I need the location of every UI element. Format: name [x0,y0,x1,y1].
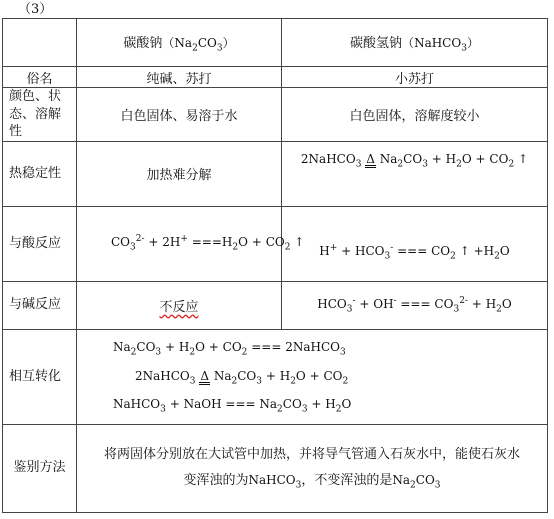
header-empty-cell [3,19,77,67]
ident-text: ，不变浑浊的是 [301,473,393,489]
eq-term: H [445,151,457,166]
eq-op: === [191,235,222,250]
eq-term: NaHCO [113,396,161,411]
gas-arrow-icon: ↑ [518,151,529,166]
row-label: 俗名 [3,67,77,88]
eq-sub: 3 [256,375,262,386]
nahco3-thermal-equation [282,141,548,206]
formula [392,473,441,491]
eq-term: H [279,368,291,383]
row-appearance [3,88,548,142]
eq-sub: 2 [189,347,196,358]
eq-op: + [431,151,442,166]
eq-term: Na [259,396,278,411]
formula-part: CO [197,35,217,50]
eq-term: CO [136,340,156,355]
row-base-reaction [3,281,548,329]
eq-term: CO [489,151,509,166]
eq-op: + [473,244,484,259]
eq-op: + [148,235,159,250]
eq-term: Na [113,340,131,355]
eq-sub: 3 [355,159,362,170]
eq-sub: 3 [422,159,428,170]
eq-sub: 3 [340,347,346,358]
eq-term: HCO [317,296,347,311]
eq-sup: - [393,295,397,306]
row-label: 与酸反应 [3,206,77,281]
eq-term: 2NaHCO [135,368,190,383]
eq-sub: 3 [130,242,136,253]
formula [248,473,302,491]
na2co3-common-name: 纯碱、苏打 [77,67,282,88]
na2co3-acid-equation [77,206,305,281]
eq-sub: 2 [342,375,349,386]
eq-term: CO [265,235,285,250]
equation-line-2 [113,391,543,419]
na2co3-appearance: 白色固体、易溶于水 [77,88,282,142]
row-label: 热稳定性 [3,141,77,206]
row-label: 鉴别方法 [3,424,77,512]
eq-sub: 2 [450,251,456,262]
identification-line-2 [81,468,543,494]
equation [113,396,352,415]
eq-term: CO [237,368,257,383]
eq-term: H [319,244,330,259]
eq-term: CO [111,235,131,250]
equation [317,295,512,315]
eq-sub: 2 [494,251,500,262]
header-na2co3: 碳酸钠$(Na_2CO_3)$ [77,19,282,67]
eq-term: H [483,244,495,259]
eq-sub: 2 [232,242,239,253]
eq-sub: 3 [295,480,302,491]
formula-part: Na [174,35,193,50]
eq-sup: + [329,243,338,254]
formula-sub: 3 [461,43,467,54]
eq-term: O [341,396,352,411]
eq-term: H [485,296,497,311]
eq-sub: 3 [434,480,441,491]
equation [319,243,510,262]
eq-sub: 2 [397,159,404,170]
mutual-conversion-equations [77,329,548,424]
heat-delta: Δ [200,368,210,383]
equation-line-1 [113,334,543,391]
eq-term: Na [392,473,411,488]
ident-text: 变浑浊的为 [183,473,249,489]
eq-term: Na [379,151,398,166]
nahco3-base-equation [282,281,548,329]
eq-term: NaOH [183,396,222,411]
na2co3-thermal: 加热难分解 [77,141,282,206]
eq-sub: 3 [160,404,166,415]
identification-line-1: 将两固体分别放在大试管中加热，并将导气管通入石灰水中，能使石灰水 [103,447,520,463]
formula-sub: 2 [192,43,198,54]
eq-sub: 2 [130,347,137,358]
eq-term: O [499,244,510,259]
header-nahco3: 碳酸氢钠（NaHCO$_3$） [282,19,548,67]
row-label: 与碱反应 [3,281,77,329]
eq-sub: 2 [410,480,416,491]
row-acid-reaction [3,206,548,281]
eq-term: HCO [355,244,385,259]
eq-sub: 2 [508,159,515,170]
eq-sub: 3 [155,347,162,358]
row-mutual-conversion [3,329,548,424]
eq-term: NaHCO [248,473,296,488]
eq-sub: 3 [301,404,308,415]
eq-sub: 3 [384,251,391,262]
eq-term: H [221,235,233,250]
eq-op: + [251,235,262,250]
eq-term: Na [213,368,232,383]
eq-op: + [169,396,180,411]
eq-term: OH [373,296,394,311]
eq-op: + [164,340,176,355]
eq-op: === [397,244,428,259]
eq-sup: - [352,295,356,306]
eq-op: === [251,340,282,355]
row-common-name [3,67,548,88]
section-label: （3） [18,2,53,17]
identification-method [77,424,548,512]
eq-sub: 2 [241,347,248,358]
eq-term: 2H [162,235,181,250]
eq-term: CO [282,396,302,411]
eq-sup: + [180,234,188,245]
eq-term: 2NaHCO [285,340,341,355]
gas-arrow-icon: ↑ [459,244,470,259]
eq-term: CO [434,296,454,311]
equation [135,368,349,386]
eq-sup: 2- [135,234,145,245]
eq-op: + [265,368,276,383]
header-na2co3-name: 碳酸钠 [123,35,163,51]
eq-op: + [341,244,352,259]
eq-sub: 2 [456,159,462,170]
row-identification [3,424,548,512]
eq-term: CO [222,340,242,355]
header-row [3,19,548,67]
formula-part: NaHCO [414,35,462,50]
header-nahco3-name: 碳酸氢钠 [350,35,403,51]
eq-term: 2NaHCO [300,151,356,166]
eq-sub: 2 [290,375,296,386]
eq-term: H [178,340,190,355]
eq-sub: 2 [335,404,342,415]
eq-term: O [238,235,248,250]
na2co3-base-reaction [77,281,282,329]
eq-sub: 2 [231,375,238,386]
comparison-table [2,18,548,513]
nahco3-common-name: 小苏打 [282,67,548,88]
equation [113,340,346,358]
eq-op: === [400,296,431,311]
eq-sub: 2 [496,304,502,315]
eq-op: + [471,296,482,311]
eq-term: H [325,396,336,411]
eq-op: + [475,151,486,166]
no-reaction-text: 不反应 [159,299,199,315]
eq-op: + [309,368,320,383]
eq-term: CO [403,151,423,166]
eq-sub: 3 [346,304,353,315]
eq-sup: 2- [459,295,468,306]
eq-sub: 3 [189,375,196,386]
row-label: 相互转化 [3,329,77,424]
eq-sup: - [390,243,394,254]
eq-sub: 2 [277,404,283,415]
nahco3-acid-equation [282,206,548,281]
eq-sub: 2 [284,242,291,253]
eq-op: + [359,296,370,311]
eq-term: CO [415,473,435,488]
heat-delta: Δ [366,151,375,166]
eq-op: + [208,340,219,355]
formula-sub: 3 [216,43,223,54]
gas-arrow-icon: ↑ [294,235,305,250]
eq-term: O [461,151,472,166]
eq-sub: 3 [453,304,460,315]
row-label: 颜色、状态、溶解性 [3,88,77,142]
eq-op: + [311,396,322,411]
eq-term: O [195,340,205,355]
nahco3-appearance: 白色固体，溶解度较小 [282,88,548,142]
eq-term: CO [323,368,343,383]
eq-term: CO [431,244,451,259]
equation [300,151,529,170]
equation [111,234,305,253]
row-thermal-stability [3,141,548,206]
eq-term: O [295,368,306,383]
eq-op: === [225,396,256,411]
eq-term: O [501,296,512,311]
